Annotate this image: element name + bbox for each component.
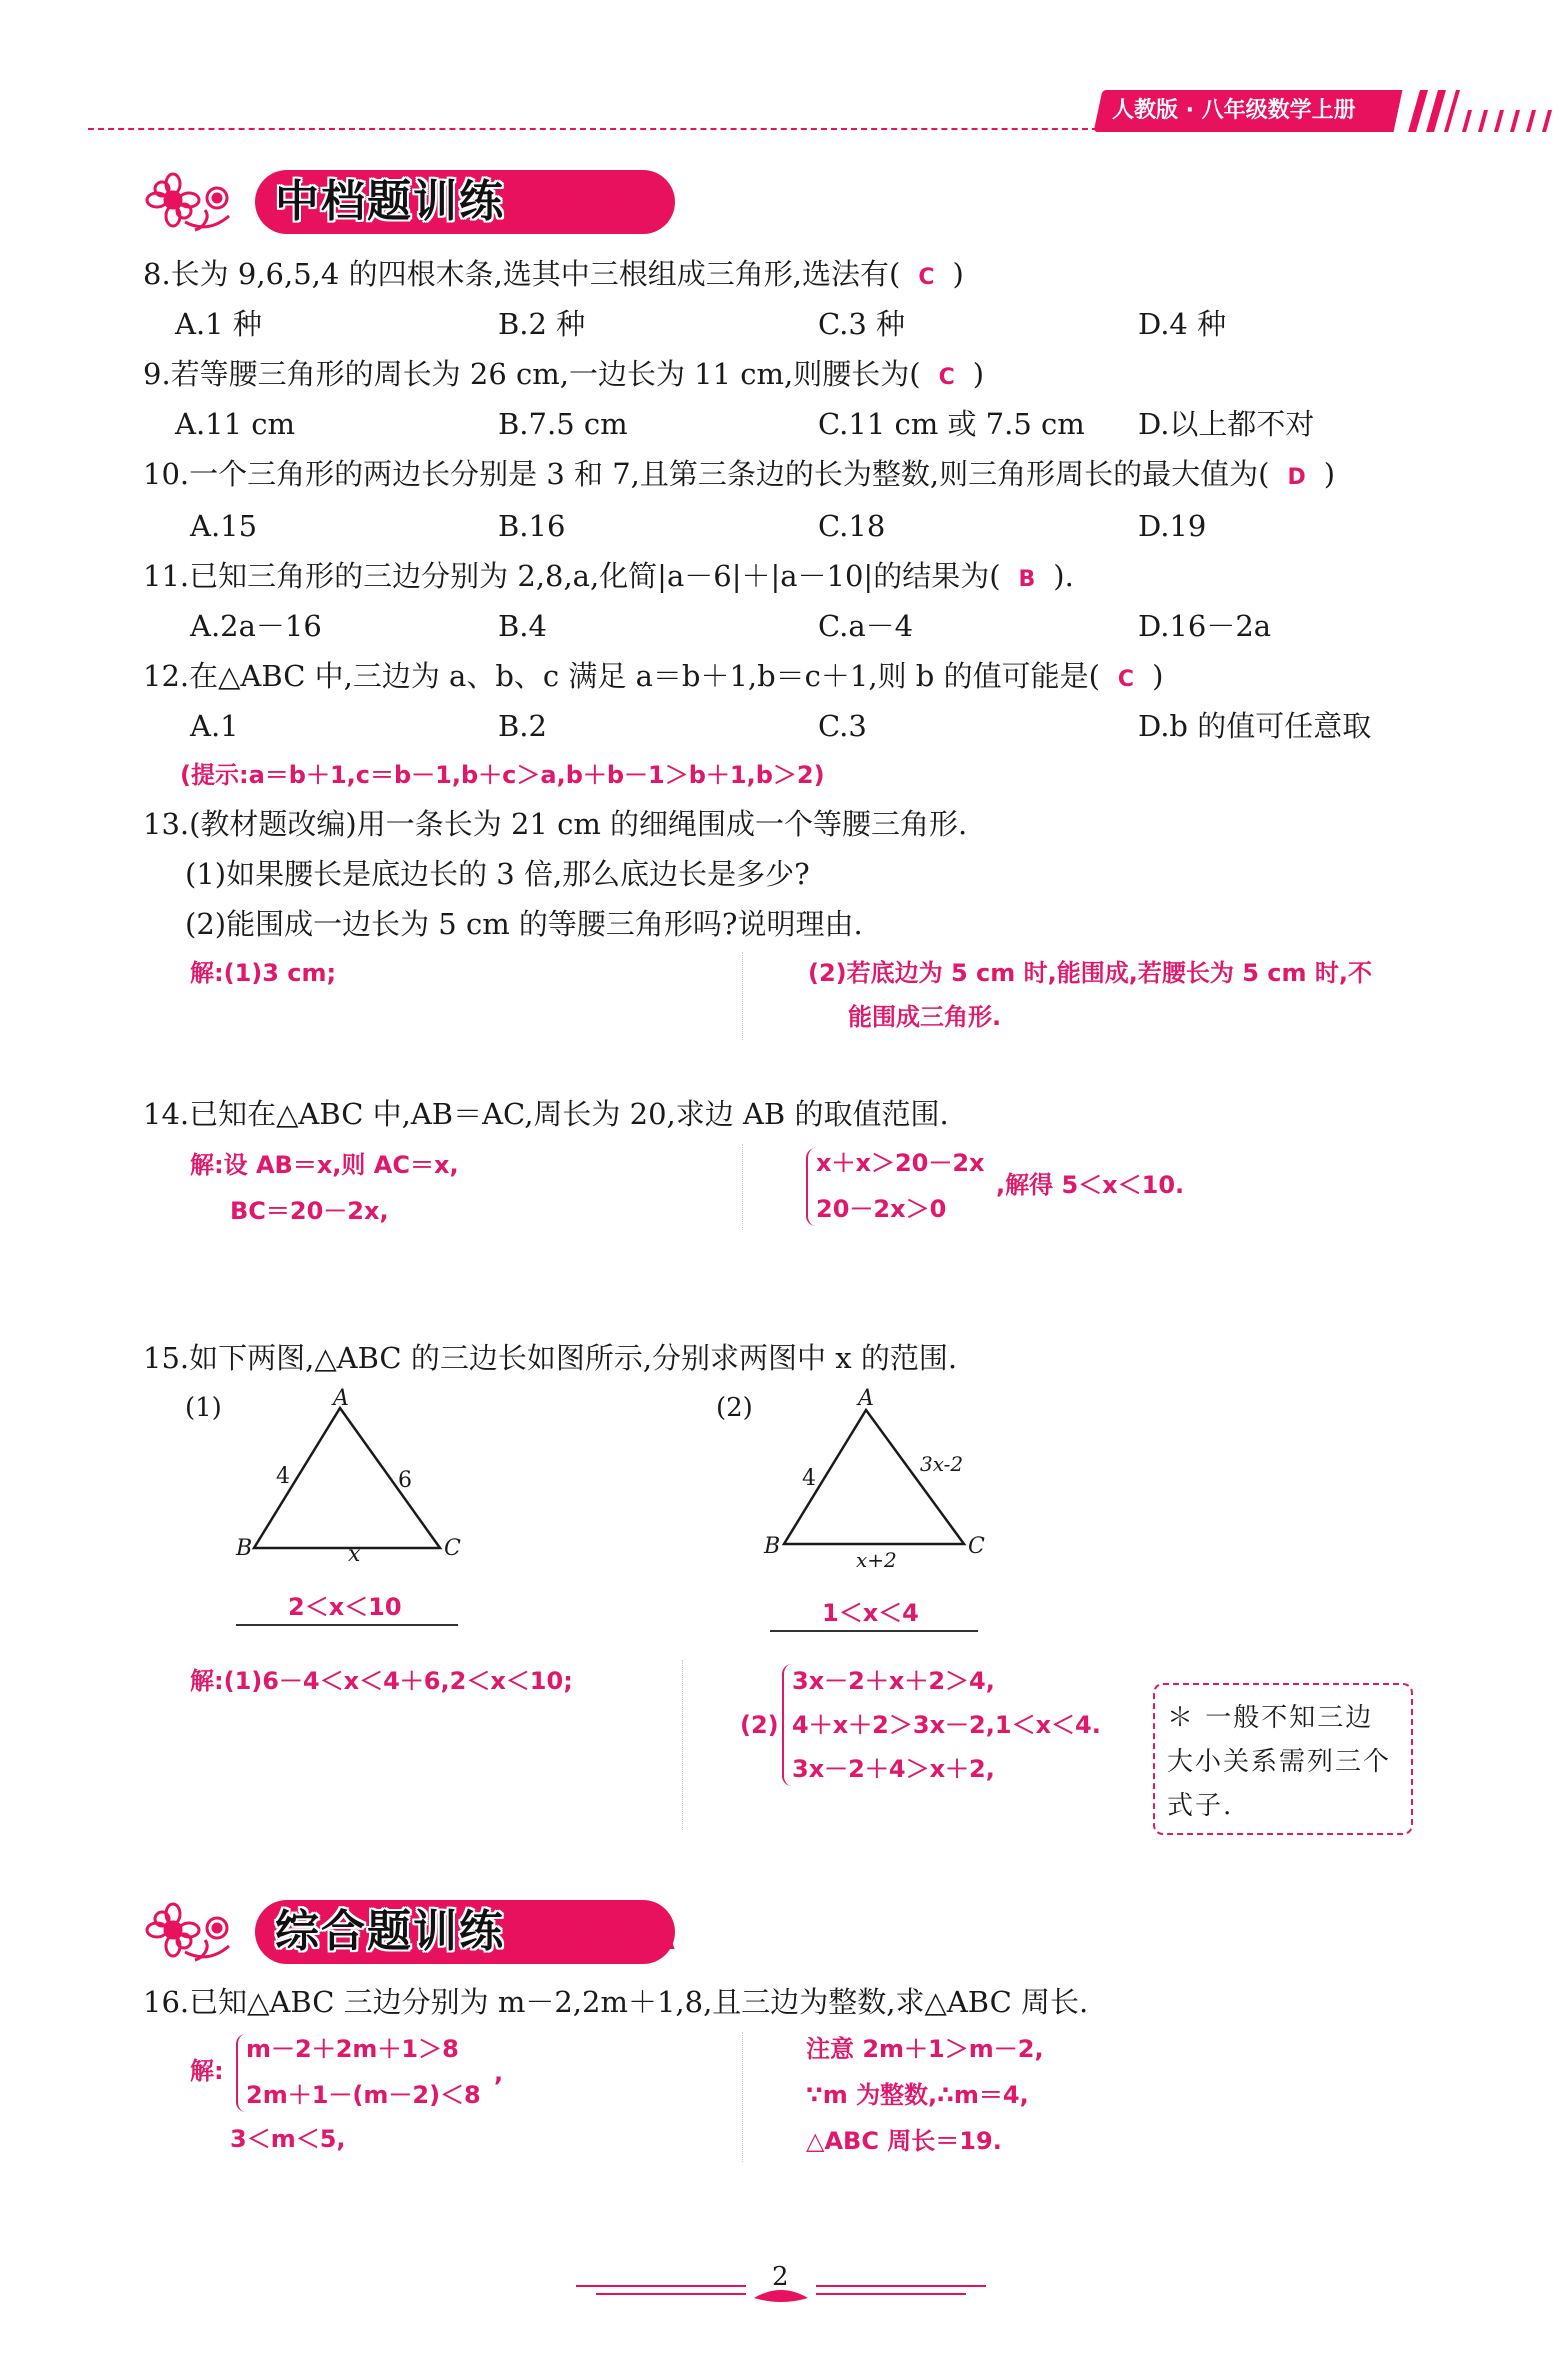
option-11b: B.4 (498, 609, 547, 643)
tip-line-2: 大小关系需列三个 (1167, 1747, 1392, 1777)
option-9b: B.7.5 cm (498, 407, 628, 441)
question-12: 12.在△ABC 中,三边为 a、b、c 满足 a＝b＋1,b＝c＋1,则 b 的值可能是( C ) (143, 659, 1164, 693)
answer-8: C (918, 265, 935, 290)
figure-1-label: (1) (185, 1393, 222, 1423)
question-13-sub1: (1)如果腰长是底边长的 3 倍,那么底边长是多少? (185, 857, 810, 891)
flower-icon (145, 170, 255, 240)
option-12d: D.b 的值可任意取 (1138, 709, 1372, 743)
solution-14-1: 解:设 AB＝x,则 AC＝x, (190, 1151, 459, 1179)
result-16-3: △ABC 周长＝19. (806, 2127, 1002, 2155)
option-9a: A.11 cm (175, 407, 296, 441)
fig1-side-bottom: x (348, 1542, 361, 1567)
option-10a: A.15 (190, 509, 258, 543)
system-15-2: 4＋x＋2＞3x－2,1＜x＜4. (792, 1711, 1101, 1739)
question-14: 14.已知在△ABC 中,AB＝AC,周长为 20,求边 AB 的取值范围. (143, 1097, 949, 1131)
hint-12: (提示:a＝b＋1,c＝b－1,b＋c＞a,b＋b－1＞b＋1,b＞2) (180, 761, 825, 789)
question-16: 16.已知△ABC 三边分别为 m－2,2m＋1,8,且三边为整数,求△ABC 周长. (143, 1985, 1089, 2019)
fig2-answer: 1＜x＜4 (822, 1599, 919, 1627)
option-10d: D.19 (1138, 509, 1207, 543)
system-14-2: 20－2x＞0 (816, 1195, 947, 1223)
system-15-3: 3x－2＋4＞x＋2, (792, 1755, 995, 1783)
tip-line-3: 式子. (1167, 1791, 1234, 1821)
divider-16 (742, 2032, 743, 2162)
solution-15-2-prefix: (2) (740, 1711, 779, 1739)
divider-14 (742, 1144, 743, 1230)
system-15-1: 3x－2＋x＋2＞4, (792, 1667, 995, 1695)
fig1-vertex-b: B (236, 1536, 253, 1561)
section-level: AA (545, 168, 632, 233)
divider-15 (682, 1660, 683, 1830)
option-11a: A.2a－16 (190, 609, 322, 643)
answer-10: D (1287, 465, 1306, 490)
question-11: 11.已知三角形的三边分别为 2,8,a,化简|a－6|＋|a－10|的结果为( B ). (143, 559, 1074, 593)
option-8c: C.3 种 (818, 307, 906, 341)
option-11d: D.16－2a (1138, 609, 1272, 643)
option-9c: C.11 cm 或 7.5 cm (818, 407, 1085, 441)
option-10b: B.16 (498, 509, 566, 543)
section-title: 综合题训练 (275, 1906, 505, 1957)
question-8: 8.长为 9,6,5,4 的四根木条,选其中三根组成三角形,选法有( C ) (143, 257, 964, 291)
solution-14-2: BC＝20－2x, (230, 1197, 389, 1225)
system-16-comma: , (494, 2059, 504, 2087)
fig1-vertex-c: C (444, 1536, 461, 1561)
fig1-vertex-a: A (333, 1386, 349, 1411)
question-13-sub2: (2)能围成一边长为 5 cm 的等腰三角形吗?说明理由. (185, 907, 863, 941)
system-16-1: m－2＋2m＋1＞8 (246, 2035, 459, 2063)
option-12a: A.1 (190, 709, 239, 743)
fig2-vertex-c: C (968, 1534, 985, 1559)
solution-13-2a: (2)若底边为 5 cm 时,能围成,若腰长为 5 cm 时,不 (808, 959, 1372, 987)
option-12b: B.2 (498, 709, 547, 743)
answer-12: C (1117, 667, 1135, 692)
solution-13-2b: 能围成三角形. (848, 1003, 1002, 1031)
fig2-side-left: 4 (802, 1466, 816, 1491)
flower-icon (145, 1900, 255, 1970)
question-13: 13.(教材题改编)用一条长为 21 cm 的细绳围成一个等腰三角形. (143, 807, 968, 841)
question-15: 15.如下两图,△ABC 的三边长如图所示,分别求两图中 x 的范围. (143, 1341, 958, 1375)
solution-15-1: 解:(1)6－4＜x＜4＋6,2＜x＜10; (190, 1667, 573, 1695)
question-10: 10.一个三角形的两边长分别是 3 和 7,且第三条边的长为整数,则三角形周长的最大值为( D ) (143, 457, 1336, 491)
system-14-1: x＋x＞20－2x (816, 1149, 985, 1177)
header-rule (88, 128, 1098, 130)
fig2-answer-line (770, 1630, 978, 1632)
header-stripes (1400, 90, 1562, 132)
section-level: AAA (545, 1898, 676, 1963)
option-9d: D.以上都不对 (1138, 407, 1315, 441)
system-16-2: 2m＋1－(m－2)＜8 (246, 2081, 481, 2109)
question-9: 9.若等腰三角形的周长为 26 cm,一边长为 11 cm,则腰长为( C ) (143, 357, 985, 391)
option-10c: C.18 (818, 509, 886, 543)
solution-13-1: 解:(1)3 cm; (190, 959, 337, 987)
fig1-answer-line (236, 1624, 458, 1626)
option-8d: D.4 种 (1138, 307, 1227, 341)
option-12c: C.3 (818, 709, 867, 743)
fig2-vertex-b: B (764, 1534, 781, 1559)
fig1-side-left: 4 (276, 1464, 290, 1489)
option-8b: B.2 种 (498, 307, 586, 341)
answer-9: C (938, 365, 955, 390)
option-8a: A.1 种 (175, 307, 262, 341)
section-title: 中档题训练 (275, 176, 505, 227)
solution-16-prefix: 解: (190, 2057, 224, 2085)
tip-line-1: ＊ 一般不知三边 (1167, 1703, 1374, 1733)
option-11c: C.a－4 (818, 609, 914, 643)
result-14: ,解得 5＜x＜10. (996, 1171, 1185, 1199)
fig2-side-bottom: x+2 (856, 1548, 897, 1572)
result-16-1: 注意 2m＋1＞m－2, (806, 2035, 1044, 2063)
figure-2-label: (2) (716, 1393, 753, 1423)
page-number: 2 (772, 2262, 789, 2292)
divider-13 (742, 952, 743, 1040)
fig2-side-right: 3x-2 (920, 1452, 964, 1476)
fig1-answer: 2＜x＜10 (288, 1593, 402, 1621)
answer-11: B (1018, 567, 1036, 592)
section-banner-comprehensive (145, 1890, 676, 1974)
fig1-side-right: 6 (398, 1468, 412, 1493)
result-16-2: ∵m 为整数,∴m＝4, (806, 2081, 1029, 2109)
fig2-vertex-a: A (858, 1386, 874, 1411)
section-banner-medium (145, 160, 632, 244)
solution-16-3: 3＜m＜5, (230, 2125, 346, 2153)
header-tag-text: 人教版 · 八年级数学上册 (1112, 98, 1356, 123)
triangle-figure-1 (240, 1396, 470, 1566)
